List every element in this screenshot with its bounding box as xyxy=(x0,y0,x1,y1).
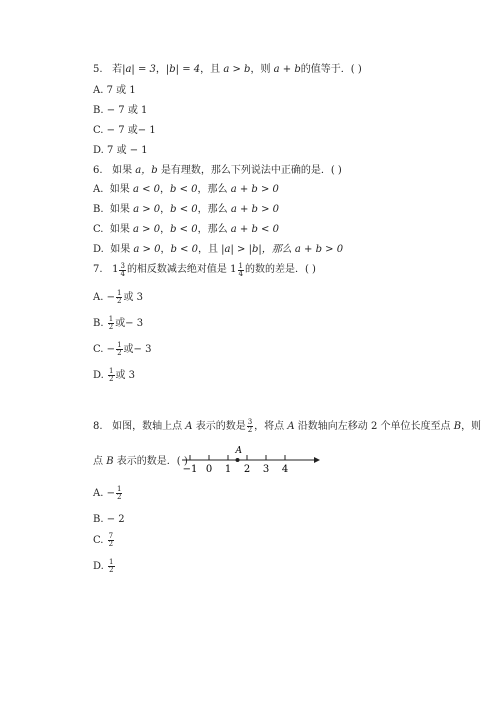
stem-text: 如图，数轴上点 xyxy=(112,421,183,432)
sign: − xyxy=(106,488,115,499)
option-label: B. xyxy=(93,318,104,329)
denominator: 2 xyxy=(116,297,122,305)
denominator: 2 xyxy=(108,540,114,548)
math-expr: a + b > 0 xyxy=(230,204,280,215)
option-b[interactable] xyxy=(93,105,147,117)
option-text: ， xyxy=(160,204,171,215)
axis-tick-label: 0 xyxy=(205,464,213,474)
option-label: A. xyxy=(93,292,104,303)
numerator: 1 xyxy=(109,558,114,566)
option-label: B. xyxy=(93,105,104,116)
option-text: ，且 xyxy=(197,244,218,255)
option-label: C. xyxy=(93,224,104,235)
option-c[interactable] xyxy=(93,533,115,549)
denominator: 4 xyxy=(238,269,243,278)
numerator: 1 xyxy=(116,289,122,297)
option-text: 7 或 1 xyxy=(106,85,136,96)
option-c[interactable] xyxy=(93,224,279,236)
math-expr: a > b xyxy=(223,64,251,75)
sign: − xyxy=(106,344,116,355)
option-text: 7 或 − 1 xyxy=(107,145,148,156)
option-label: D. xyxy=(93,561,104,572)
option-b[interactable] xyxy=(93,316,143,332)
option-label: A. xyxy=(93,488,104,499)
numerator: 1 xyxy=(109,367,114,375)
stem-text: 沿数轴向左移动 2 个单位长度至点 xyxy=(297,421,451,432)
stem-text: 的相反数减去绝对值是 xyxy=(126,264,227,275)
fraction xyxy=(108,533,114,548)
stem-text: 如果 xyxy=(112,165,133,176)
option-label: D. xyxy=(93,370,104,381)
axis-tick-label: 1 xyxy=(224,464,232,474)
option-text: 或 3 xyxy=(115,370,136,381)
denominator: 4 xyxy=(120,269,125,278)
option-b[interactable] xyxy=(93,512,125,528)
math-expr: |b| = 4 xyxy=(165,64,201,75)
math-expr: a > 0 xyxy=(133,244,161,255)
fraction xyxy=(119,263,125,278)
math-expr: a，b xyxy=(135,165,158,176)
fraction xyxy=(108,316,114,331)
point-name: B xyxy=(106,456,114,467)
option-label: D. xyxy=(93,244,104,255)
option-label: B. xyxy=(93,204,104,215)
option-text: − 7 或 1 xyxy=(106,105,148,116)
numerator: 1 xyxy=(238,261,243,270)
math-expr: a < 0 xyxy=(132,184,161,195)
fraction xyxy=(108,559,114,574)
math-expr: a + b > 0 xyxy=(230,184,279,195)
stem-text: ， xyxy=(155,64,166,75)
option-text: ，那么 xyxy=(197,204,228,215)
option-text: − 2 xyxy=(106,514,125,525)
stem-text: ，将点 xyxy=(254,421,285,432)
fraction xyxy=(247,419,253,434)
option-d[interactable] xyxy=(93,244,343,256)
option-text: 如果 xyxy=(110,244,131,255)
numerator: 3 xyxy=(247,418,253,426)
option-b[interactable] xyxy=(93,204,279,216)
option-d[interactable] xyxy=(93,559,116,575)
option-text: 如果 xyxy=(109,224,130,235)
numerator: 1 xyxy=(116,485,122,493)
numerator: 7 xyxy=(108,532,114,540)
question-number: 6. xyxy=(93,165,103,176)
option-text: 或− 3 xyxy=(123,344,152,355)
whole-part: 1 xyxy=(112,264,119,275)
option-c[interactable] xyxy=(93,125,156,137)
math-expr: |a| > |b| xyxy=(221,244,262,255)
stem-text: 点 xyxy=(93,456,103,467)
math-expr: a + b < 0 xyxy=(230,224,279,235)
number-line-figure xyxy=(180,444,322,474)
option-label: C. xyxy=(93,344,104,355)
option-text: ， xyxy=(160,244,171,255)
mixed-number xyxy=(230,262,245,278)
mixed-number xyxy=(112,262,127,278)
axis-arrowhead xyxy=(314,457,320,463)
option-text: 或 3 xyxy=(123,292,143,303)
option-text: ，那么 xyxy=(197,184,228,195)
option-d[interactable] xyxy=(93,145,148,157)
question-6-stem xyxy=(93,165,342,177)
math-expr: a > 0 xyxy=(133,224,161,235)
stem-text: 是有理数，那么下列说法中正确的是．( ) xyxy=(160,165,342,176)
sign: − xyxy=(106,292,115,303)
option-label: C. xyxy=(93,125,104,136)
option-a[interactable] xyxy=(93,290,143,306)
option-a[interactable] xyxy=(93,85,136,97)
question-8-stem-line2 xyxy=(93,456,188,468)
option-label: C. xyxy=(93,535,104,546)
question-5-stem xyxy=(93,64,362,76)
math-expr: b < 0 xyxy=(170,204,198,215)
axis-tick-label: 3 xyxy=(262,464,270,474)
fraction xyxy=(116,486,122,501)
option-label: D. xyxy=(93,145,104,156)
axis-tick-label: −1 xyxy=(182,464,198,474)
option-text: ， xyxy=(160,184,171,195)
denominator: 2 xyxy=(116,493,122,501)
option-text: − 7 或− 1 xyxy=(106,125,156,136)
option-label: A. xyxy=(93,184,104,195)
math-expr: |a| = 3 xyxy=(122,64,156,75)
fraction xyxy=(116,342,122,357)
option-label: B. xyxy=(93,514,104,525)
option-c[interactable] xyxy=(93,342,151,358)
axis-tick-label: 4 xyxy=(281,464,289,474)
stem-text: ，则 xyxy=(250,64,271,75)
denominator: 2 xyxy=(109,375,114,383)
point-name: B xyxy=(453,421,462,432)
question-7-stem xyxy=(93,262,316,278)
stem-text: 表示的数是．( ) xyxy=(116,456,188,467)
denominator: 2 xyxy=(108,323,114,331)
point-name: A xyxy=(185,421,193,432)
axis-tick-label: 2 xyxy=(243,464,251,474)
fraction xyxy=(108,368,114,383)
numerator: 3 xyxy=(120,261,125,270)
math-expr: b < 0 xyxy=(170,224,198,235)
option-text: 或− 3 xyxy=(115,318,144,329)
denominator: 2 xyxy=(247,426,253,434)
point-name: A xyxy=(287,421,295,432)
denominator: 2 xyxy=(109,566,114,574)
question-number: 7. xyxy=(93,264,103,275)
option-text: 如果 xyxy=(109,204,130,215)
math-expr: b < 0 xyxy=(170,184,198,195)
math-expr: ，那么 a + b > 0 xyxy=(261,244,344,255)
numerator: 1 xyxy=(108,315,114,323)
math-expr: b < 0 xyxy=(170,244,198,255)
stem-text: ，且 xyxy=(200,64,221,75)
option-text: ， xyxy=(160,224,171,235)
numerator: 1 xyxy=(117,341,122,349)
option-text: ，那么 xyxy=(197,224,228,235)
math-expr: a > 0 xyxy=(133,204,161,215)
option-label: A. xyxy=(93,85,104,96)
axis-ticks xyxy=(183,455,289,474)
option-d[interactable] xyxy=(93,368,135,384)
point-a-label: A xyxy=(235,446,242,456)
whole-part: 1 xyxy=(230,264,237,275)
stem-text: 表示的数是 xyxy=(195,421,246,432)
stem-text: ，则 xyxy=(461,421,482,432)
stem-text: 若 xyxy=(112,64,123,75)
question-number: 8. xyxy=(93,421,103,432)
fraction xyxy=(116,290,122,305)
fraction xyxy=(238,263,244,278)
option-a[interactable] xyxy=(93,184,279,196)
stem-text: 的数的差是．( ) xyxy=(244,264,316,275)
option-text: 如果 xyxy=(109,184,130,195)
option-a[interactable] xyxy=(93,486,123,502)
denominator: 2 xyxy=(117,349,122,357)
stem-text: 的值等于．( ) xyxy=(300,64,362,75)
question-number: 5. xyxy=(93,64,103,75)
point-a-dot xyxy=(236,458,240,462)
math-expr: a + b xyxy=(273,64,301,75)
question-8-stem xyxy=(93,419,481,435)
